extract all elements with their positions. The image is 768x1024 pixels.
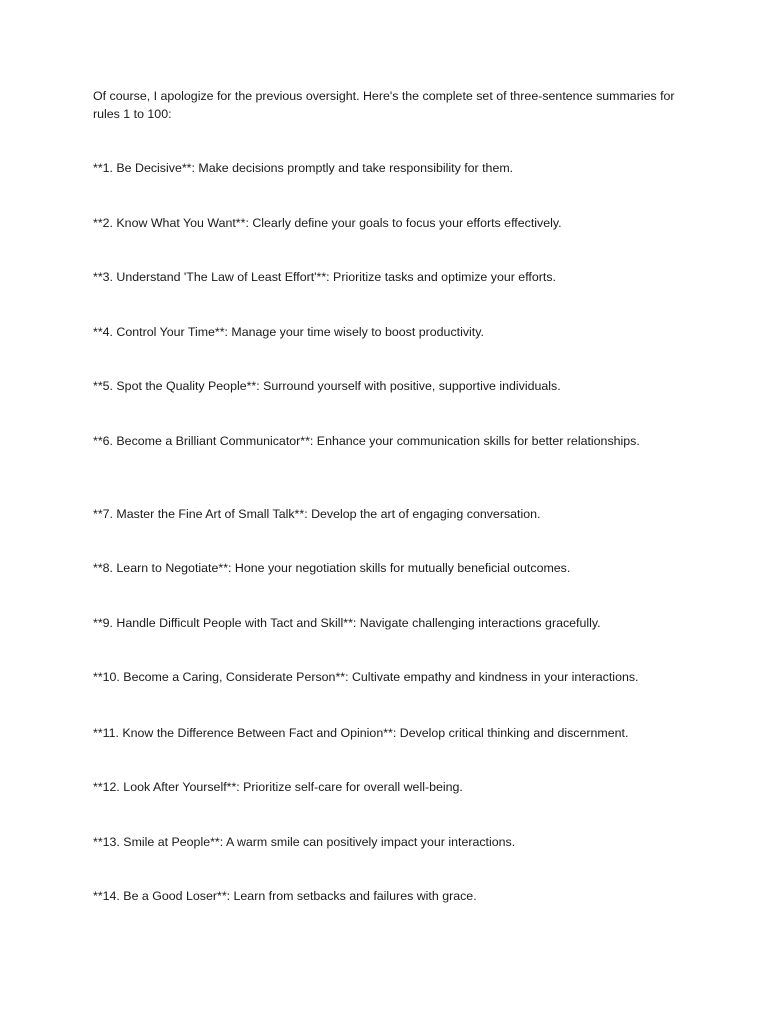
rule-item-11: **11. Know the Difference Between Fact and Opinion**: Develop critical thinking and discernment. — [93, 726, 629, 740]
rule-item-14: **14. Be a Good Loser**: Learn from setbacks and failures with grace. — [93, 889, 477, 903]
rule-item-13: **13. Smile at People**: A warm smile can positively impact your interactions. — [93, 835, 516, 849]
intro-paragraph: Of course, I apologize for the previous oversight. Here's the complete set of three-sentence summaries for rules 1 to 100: — [93, 89, 675, 121]
rule-item-5: **5. Spot the Quality People**: Surround yourself with positive, supportive individuals. — [93, 379, 561, 393]
rule-item-12: **12. Look After Yourself**: Prioritize self-care for overall well-being. — [93, 780, 463, 794]
rule-item-9: **9. Handle Difficult People with Tact and Skill**: Navigate challenging interactions gracefully. — [93, 616, 601, 630]
rule-item-3: **3. Understand 'The Law of Least Effort'**: Prioritize tasks and optimize your efforts. — [93, 270, 556, 284]
rule-item-2: **2. Know What You Want**: Clearly define your goals to focus your efforts effectively. — [93, 216, 562, 230]
rule-item-1: **1. Be Decisive**: Make decisions promptly and take responsibility for them. — [93, 161, 514, 175]
rule-item-10: **10. Become a Caring, Considerate Person**: Cultivate empathy and kindness in your interactions. — [93, 670, 639, 684]
rule-item-4: **4. Control Your Time**: Manage your time wisely to boost productivity. — [93, 325, 484, 339]
rule-item-7: **7. Master the Fine Art of Small Talk**: Develop the art of engaging conversation. — [93, 507, 541, 521]
rule-item-6: **6. Become a Brilliant Communicator**: Enhance your communication skills for better relationships. — [93, 434, 640, 448]
rule-item-8: **8. Learn to Negotiate**: Hone your negotiation skills for mutually beneficial outcomes. — [93, 561, 571, 575]
